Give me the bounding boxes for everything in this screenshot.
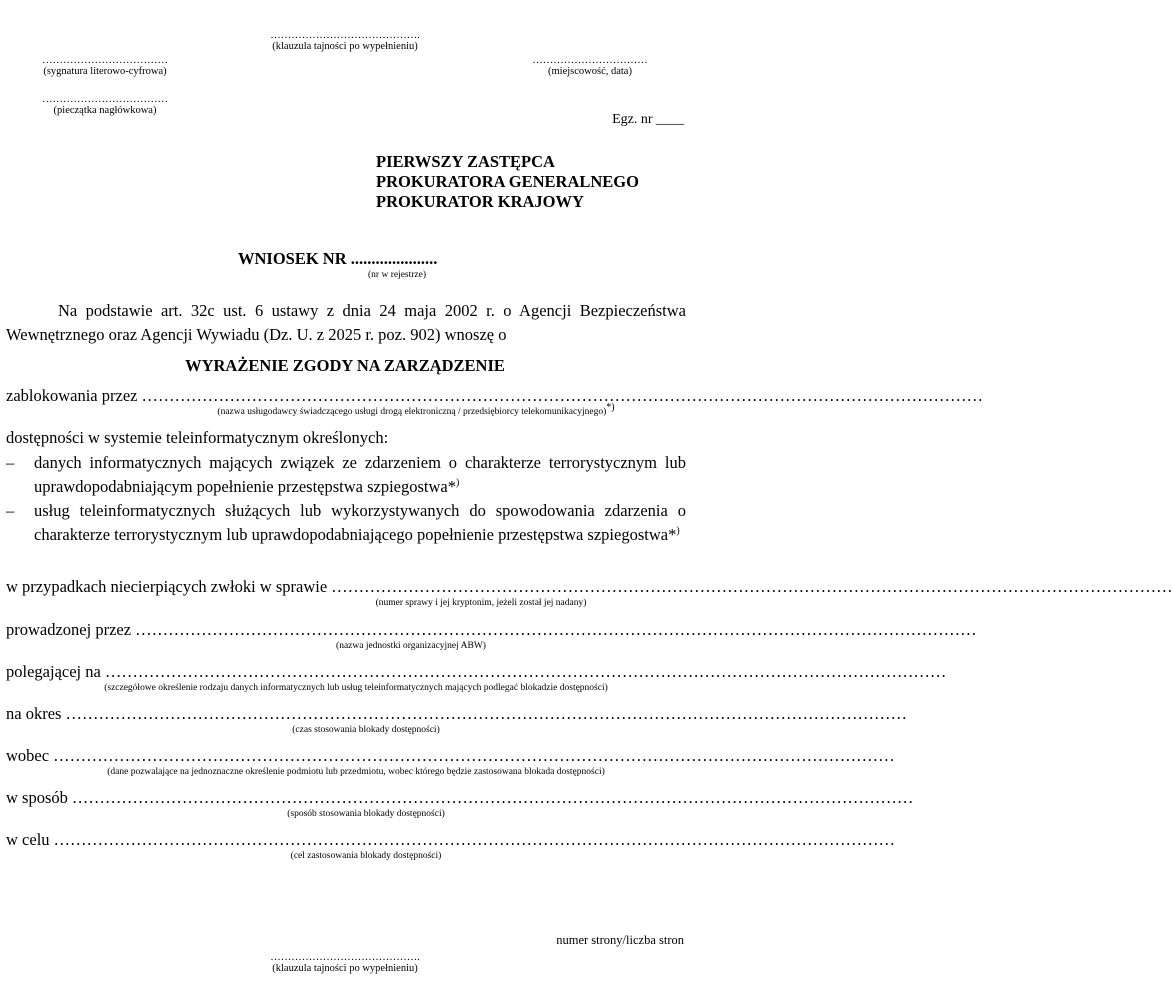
field-caption: (dane pozwalające na jednoznaczne określenie podmiotu lub przedmiotu, wobec którego będzie zastosowana blokada dostępności): [107, 767, 605, 777]
clause-bottom-label: (klauzula tajności po wypełnieniu): [272, 963, 418, 974]
field-label: w celu: [6, 830, 50, 849]
field-purpose: [6, 830, 896, 861]
field-block-by-caption-sup: *): [606, 401, 615, 413]
addressee-line-1: PIERWSZY ZASTĘPCA: [376, 152, 555, 171]
stamp-block: [10, 94, 200, 116]
field-dots[interactable]: ………………………………………………………………………………………………………………………………………: [104, 662, 947, 681]
field-caption: (szczegółowe określenie rodzaju danych informatycznych lub usług teleinformatycznych mających podlegać blokadzie dostępności): [104, 683, 608, 693]
request-title-block: [238, 249, 437, 280]
place-date-block: [500, 55, 680, 77]
field-block-by-caption: (nazwa usługodawcy świadczącego usługi drogą elektroniczną / przedsiębiorcy telekomunikacyjnego): [217, 407, 607, 417]
field-dots[interactable]: ………………………………………………………………………………………………………………………………………: [71, 788, 914, 807]
bullet-data-text: danych informatycznych mających związek ze zdarzeniem o charakterze terrorystycznym lub uprawdopodabniającym popełnienie przestępstwa szpiegostwa*: [34, 453, 686, 496]
bullet-services: [6, 499, 686, 547]
field-caption: (numer sprawy i jej kryptonim, jeżeli został jej nadany): [375, 598, 587, 608]
bullet-services-text: usług teleinformatycznych służących lub wykorzystywanych do spowodowania zdarzenia o charakterze terrorystycznym lub uprawdopodabniającego popełnienie przestępstwa szpiegostwa*: [34, 501, 686, 544]
field-label: w sposób: [6, 788, 68, 807]
field-label: na okres: [6, 704, 62, 723]
field-method: [6, 788, 914, 819]
place-date-dots: ……………………………: [532, 55, 648, 66]
bullet-data: [6, 451, 686, 499]
field-against: [6, 746, 895, 777]
classification-clause-top: [225, 30, 465, 52]
field-label: w przypadkach niecierpiących zwłoki w sprawie: [6, 577, 328, 596]
stamp-dots: ………………………………: [42, 94, 168, 105]
field-dots[interactable]: ………………………………………………………………………………………………………………………………………: [65, 704, 907, 723]
field-label: polegającej na: [6, 662, 101, 681]
field-dots[interactable]: ………………………………………………………………………………………………………………………………………: [331, 577, 1173, 596]
field-label: wobec: [6, 746, 50, 765]
field-block-by: [6, 386, 983, 417]
field-dots[interactable]: ………………………………………………………………………………………………………………………………………: [135, 620, 977, 639]
bullet-data-sup: ): [456, 477, 460, 489]
signature-dots: ………………………………: [42, 55, 168, 66]
clause-bottom-dots: …………………………………….: [270, 952, 420, 963]
field-conducted-by: [6, 620, 977, 651]
request-title: WNIOSEK NR .....................: [238, 249, 438, 268]
consent-heading: WYRAŻENIE ZGODY NA ZARZĄDZENIE: [185, 356, 505, 375]
field-block-by-label: zablokowania przez: [6, 386, 138, 405]
addressee: [376, 152, 639, 212]
field-dots[interactable]: ………………………………………………………………………………………………………………………………………: [53, 830, 896, 849]
availability-intro: dostępności w systemie teleinformatycznym określonych:: [6, 428, 389, 447]
signature-label: (sygnatura literowo-cyfrowa): [43, 66, 167, 77]
signature-block: [10, 55, 200, 77]
field-caption: (czas stosowania blokady dostępności): [292, 725, 440, 735]
field-dots[interactable]: ………………………………………………………………………………………………………………………………………: [53, 746, 895, 765]
field-case: [6, 577, 1173, 608]
classification-clause-bottom: [225, 952, 465, 974]
bullet-dash: –: [6, 501, 15, 520]
stamp-label: (pieczątka nagłówkowa): [53, 105, 157, 116]
place-date-label: (miejscowość, data): [548, 66, 632, 77]
field-block-by-dots[interactable]: ………………………………………………………………………………………………………………………………………: [141, 386, 983, 405]
request-subtitle: (nr w rejestrze): [368, 270, 427, 280]
field-consisting-in: [6, 662, 947, 693]
clause-top-dots: …………………………………….: [270, 30, 420, 41]
addressee-line-3: PROKURATOR KRAJOWY: [376, 192, 584, 211]
bullet-dash: –: [6, 453, 15, 472]
addressee-line-2: PROKURATORA GENERALNEGO: [376, 172, 639, 191]
bullet-services-sup: ): [676, 525, 680, 537]
field-caption: (nazwa jednostki organizacyjnej ABW): [336, 641, 486, 651]
field-caption: (sposób stosowania blokady dostępności): [287, 809, 445, 819]
field-period: [6, 704, 907, 735]
field-caption: (cel zastosowania blokady dostępności): [290, 851, 442, 861]
clause-top-label: (klauzula tajności po wypełnieniu): [272, 41, 418, 52]
intro-paragraph: Na podstawie art. 32c ust. 6 ustawy z dnia 24 maja 2002 r. o Agencji Bezpieczeństwa Wewnętrznego oraz Agencji Wywiadu (Dz. U. z 2025 r. poz. 902) wnoszę o: [6, 301, 686, 344]
copy-number: Egz. nr ____: [612, 112, 684, 127]
field-label: prowadzonej przez: [6, 620, 132, 639]
page-count: numer strony/liczba stron: [556, 933, 684, 947]
